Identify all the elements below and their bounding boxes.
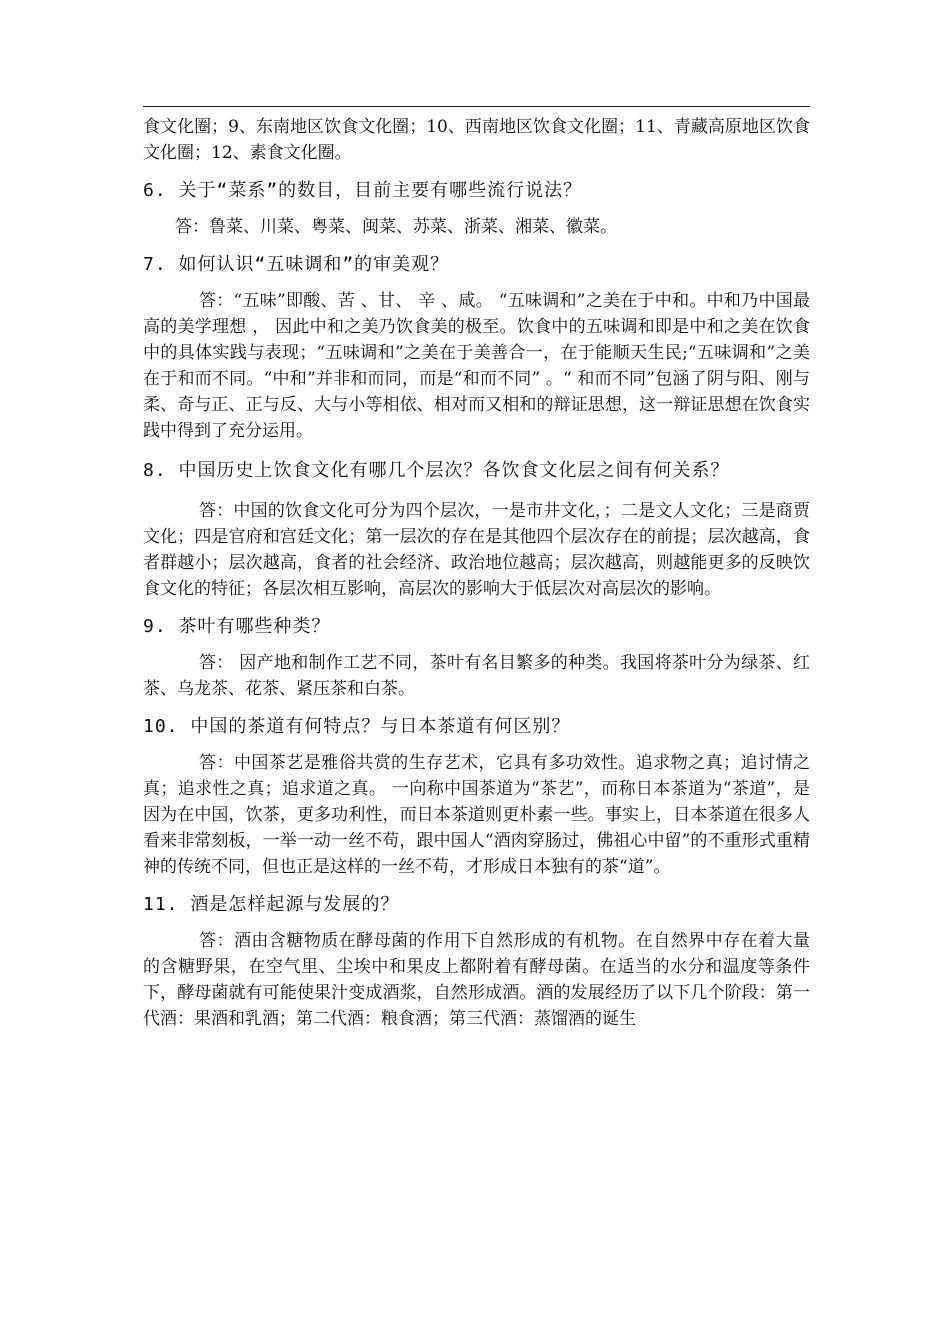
header-rule — [143, 106, 810, 107]
question-8-answer: 答：中国的饮食文化可分为四个层次，一是市井文化，；二是文人文化；三是商贾文化；四是官府和宫廷文化；第一层次的存在是其他四个层次存在的前提；层次越高，食者群越小；层次越高，食者的社会经济、政治地位越高；层次越高，则越能更多的反映饮食文化的特征；各层次相互影响，高层次的影响大于低层次对高层次的影响。 — [143, 501, 810, 599]
question-10-heading: 10. 中国的茶道有何特点？与日本茶道有何区别？ — [143, 716, 571, 737]
question-9-answer: 答： 因产地和制作工艺不同，茶叶有名目繁多的种类。我国将茶叶分为绿茶、红茶、乌龙茶、花茶、紧压茶和白茶。 — [143, 653, 810, 699]
question-6-heading: 6. 关于“菜系”的数目，目前主要有哪些流行说法？ — [143, 180, 583, 201]
question-11-answer: 答：酒由含糖物质在酵母菌的作用下自然形成的有机物。在自然界中存在着大量的含糖野果，在空气里、尘埃中和果皮上都附着有酵母菌。在适当的水分和温度等条件下，酵母菌就有可能使果汁变成酒浆，自然形成酒。酒的发展经历了以下几个阶段：第一代酒：果酒和乳酒；第二代酒：粮食酒；第三代酒：蒸馏酒的诞生 — [143, 931, 810, 1029]
question-8-heading: 8. 中国历史上饮食文化有哪几个层次？各饮食文化层之间有何关系？ — [143, 460, 730, 481]
question-11-heading: 11. 酒是怎样起源与发展的？ — [143, 894, 400, 915]
question-10-answer: 答：中国茶艺是雅俗共赏的生存艺术，它具有多功效性。追求物之真；追讨情之真；追求性之真；追求道之真。 一向称中国茶道为“茶艺”，而称日本茶道为“茶道”，是因为在中国，饮茶，更多功利性，而日本茶道则更朴素一些。事实上，日本茶道在很多人看来非常刻板，一举一动一丝不苟，跟中国人“酒肉穿肠过，佛祖心中留”的不重形式重精神的传统不同，但也正是这样的一丝不苟，才形成日本独有的茶“道”。 — [143, 753, 810, 877]
question-9-heading: 9. 茶叶有哪些种类？ — [143, 616, 331, 637]
question-6-answer: 答：鲁菜、川菜、粤菜、闽菜、苏菜、浙菜、湘菜、徽菜。 — [175, 217, 617, 237]
question-7-answer: 答：“五味”即酸、苦 、甘、 辛 、咸。 “五味调和”之美在于中和。中和乃中国最高的美学理想 ， 因此中和之美乃饮食美的极至。饮食中的五味调和即是中和之美在饮食中的具体实践与表现；“五味调和”之美在于美善合一，在于能顺天生民;“五味调和”之美在于和而不同。“中和”并非和而同，而是“和而不同” 。“ 和而不同”包涵了阴与阳、刚与柔、奇与正、正与反、大与小等相依、相对而又相和的辩证思想，这一辩证思想在饮食实践中得到了充分运用。 — [143, 291, 810, 441]
question-7-heading: 7. 如何认识“五味调和”的审美观？ — [143, 254, 450, 275]
document-body — [143, 114, 810, 1032]
intro-continuation: 食文化圈；9、东南地区饮食文化圈；10、西南地区饮食文化圈；11、青藏高原地区饮食文化圈；12、素食文化圈。 — [143, 117, 810, 163]
